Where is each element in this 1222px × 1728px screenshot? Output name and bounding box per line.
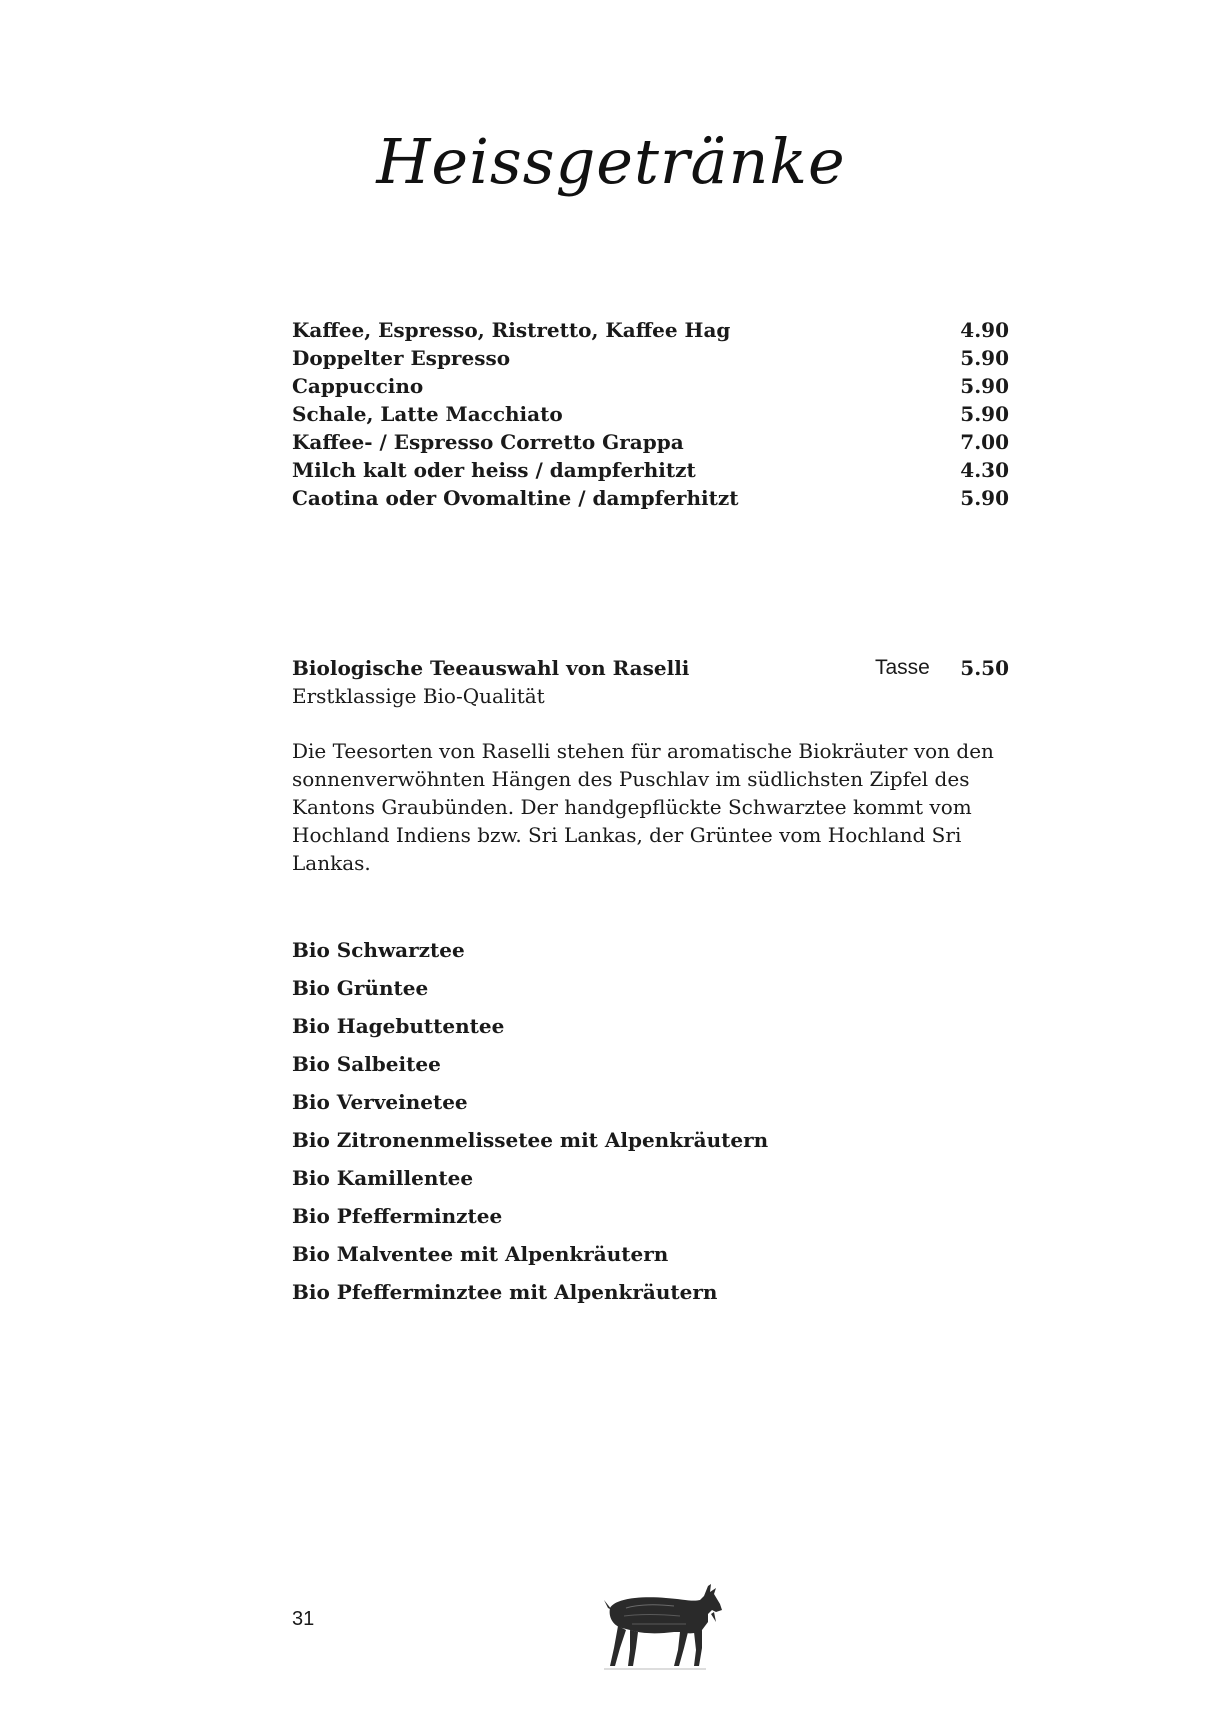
- tea-price: 5.50: [960, 656, 1009, 680]
- menu-item-name: Kaffee- / Espresso Corretto Grappa: [292, 430, 684, 454]
- tea-varieties-list: [292, 931, 768, 1311]
- menu-item-name: Caotina oder Ovomaltine / dampferhitzt: [292, 486, 739, 510]
- menu-item-price: 5.90: [960, 374, 1009, 398]
- tea-unit: Tasse: [875, 656, 930, 679]
- menu-item: [292, 428, 1009, 456]
- page-title: Heissgetränke: [376, 125, 846, 198]
- list-item: Bio Schwarztee: [292, 938, 465, 962]
- menu-item-price: 5.90: [960, 402, 1009, 426]
- list-item: Bio Hagebuttentee: [292, 1014, 505, 1038]
- menu-item-price: 5.90: [960, 486, 1009, 510]
- menu-item-name: Milch kalt oder heiss / dampferhitzt: [292, 458, 696, 482]
- menu-item: [292, 344, 1009, 372]
- menu-item: [292, 456, 1009, 484]
- tea-description: Die Teesorten von Raselli stehen für aromatische Biokräuter von den sonnenverwöhnten Hängen des Puschlav im südlichsten Zipfel des Kantons Graubünden. Der handgepflückte Schwarztee kommt vom Hochland Indiens bzw. Sri Lankas, der Grüntee vom Hochland Sri Lankas.: [292, 739, 994, 875]
- menu-item: [292, 400, 1009, 428]
- list-item: Bio Zitronenmelissetee mit Alpenkräutern: [292, 1128, 769, 1152]
- menu-item-name: Schale, Latte Macchiato: [292, 402, 563, 426]
- menu-item-price: 4.90: [960, 318, 1009, 342]
- menu-item-name: Doppelter Espresso: [292, 346, 511, 370]
- tea-subheading: Erstklassige Bio-Qualität: [292, 684, 545, 708]
- list-item: Bio Pfefferminztee: [292, 1204, 503, 1228]
- page-number: 31: [292, 1608, 315, 1630]
- list-item: Bio Verveinetee: [292, 1090, 468, 1114]
- menu-item-price: 4.30: [960, 458, 1009, 482]
- menu-item-name: Cappuccino: [292, 374, 424, 398]
- list-item: Bio Grüntee: [292, 976, 429, 1000]
- menu-item-name: Kaffee, Espresso, Ristretto, Kaffee Hag: [292, 318, 731, 342]
- menu-item-price: 7.00: [960, 430, 1009, 454]
- list-item: Bio Pfefferminztee mit Alpenkräutern: [292, 1280, 718, 1304]
- tea-heading: Biologische Teeauswahl von Raselli: [292, 656, 690, 680]
- tea-section-header: [292, 653, 1009, 683]
- menu-item: [292, 484, 1009, 512]
- menu-item: [292, 372, 1009, 400]
- menu-item-price: 5.90: [960, 346, 1009, 370]
- goat-icon: [596, 1574, 726, 1674]
- menu-item: [292, 316, 1009, 344]
- list-item: Bio Kamillentee: [292, 1166, 474, 1190]
- list-item: Bio Salbeitee: [292, 1052, 441, 1076]
- coffee-price-list: [292, 316, 1009, 512]
- list-item: Bio Malventee mit Alpenkräutern: [292, 1242, 669, 1266]
